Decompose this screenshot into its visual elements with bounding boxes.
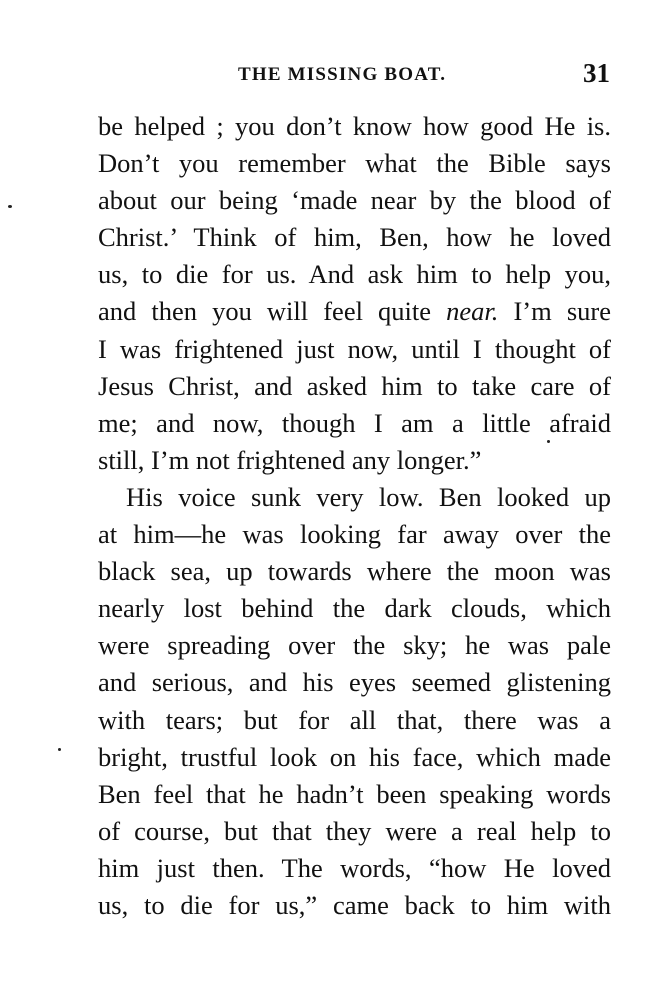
text-line xyxy=(98,182,611,219)
line-segment: of course, but that they were a real help to xyxy=(98,815,611,846)
line-segment: nearly lost behind the dark clouds, which xyxy=(98,593,611,624)
line-segment: at him—he was looking far away over the xyxy=(98,519,611,550)
line-segment: be helped ; you don’t know how good He is. xyxy=(98,111,611,141)
text-line xyxy=(98,887,611,924)
text-line xyxy=(98,368,611,405)
text-line xyxy=(98,405,611,442)
text-line xyxy=(98,590,611,627)
line-segment: him just then. The words, “how He loved xyxy=(98,852,611,883)
running-title: THE MISSING BOAT. xyxy=(238,64,447,85)
text-line xyxy=(98,219,611,256)
margin-speck xyxy=(58,748,61,751)
text-line xyxy=(98,145,611,182)
text-line xyxy=(98,664,611,701)
text-line xyxy=(98,627,611,664)
text-line xyxy=(98,331,611,368)
line-segment: me; and now, though I am a little afraid xyxy=(98,407,611,438)
margin-speck xyxy=(8,205,12,208)
text-line xyxy=(98,479,611,516)
line-segment: Ben feel that he hadn’t been speaking words xyxy=(98,778,611,809)
line-segment: bright, trustful look on his face, which made xyxy=(98,741,611,772)
line-segment: Christ.’ Think of him, Ben, how he loved xyxy=(98,222,611,253)
line-segment: still, I’m not frightened any longer.” xyxy=(98,444,482,475)
body-text xyxy=(98,108,611,924)
text-line xyxy=(98,256,611,293)
line-segment: and serious, and his eyes seemed glistening xyxy=(98,667,611,698)
margin-speck xyxy=(547,440,550,443)
line-segment: us, to die for us. And ask him to help you, xyxy=(98,259,611,290)
text-line xyxy=(98,850,611,887)
text-line xyxy=(98,813,611,850)
text-line xyxy=(98,516,611,553)
italic-word: near. xyxy=(446,296,499,327)
line-segment: with tears; but for all that, there was a xyxy=(98,704,611,735)
text-line xyxy=(98,739,611,776)
line-segment: us, to die for us,” came back to him with xyxy=(98,889,611,920)
line-segment: black sea, up towards where the moon was xyxy=(98,556,611,587)
text-line xyxy=(98,702,611,739)
line-segment: His voice sunk very low. Ben looked up xyxy=(126,481,611,512)
text-line xyxy=(98,108,611,145)
page-number: 31 xyxy=(583,58,610,88)
text-line xyxy=(98,776,611,813)
line-segment: I was frightened just now, until I thought of xyxy=(98,333,611,364)
line-segment: about our being ‘made near by the blood of xyxy=(98,185,611,216)
text-line xyxy=(98,442,611,479)
line-segment: and then you will feel quite xyxy=(98,296,447,327)
line-segment: I’m sure xyxy=(498,296,611,327)
text-line xyxy=(98,553,611,590)
line-segment: Jesus Christ, and asked him to take care of xyxy=(98,370,611,401)
running-header xyxy=(98,58,610,92)
text-line xyxy=(98,293,611,330)
line-segment: Don’t you remember what the Bible says xyxy=(98,148,611,179)
line-segment: were spreading over the sky; he was pale xyxy=(98,630,611,661)
